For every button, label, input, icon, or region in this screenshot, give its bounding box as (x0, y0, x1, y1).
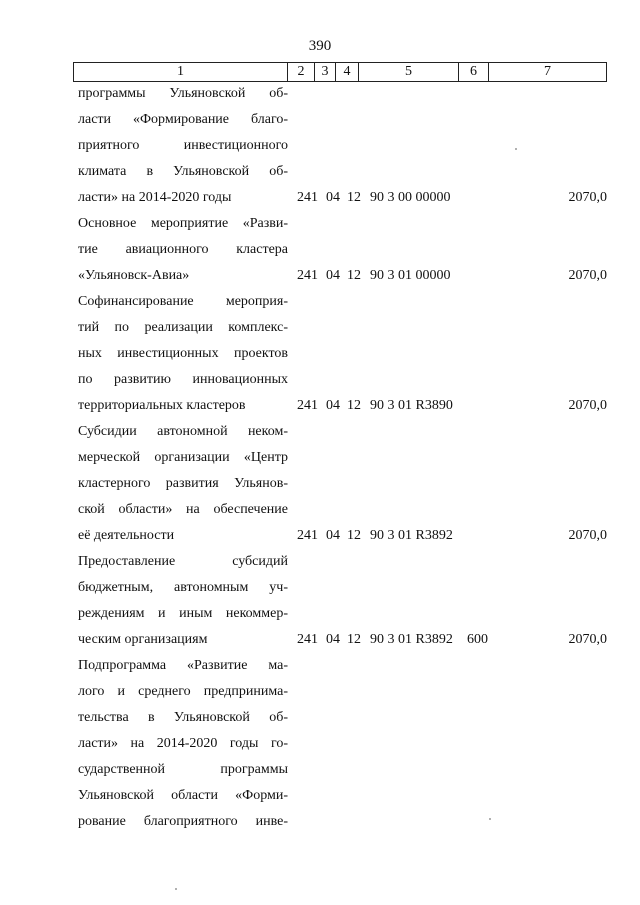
description-line: Подпрограмма «Развитие ма- (78, 658, 288, 673)
cell-col-2: 241 (297, 268, 318, 283)
cell-col-3: 04 (326, 632, 340, 647)
header-col-6: 6 (459, 63, 489, 82)
cell-col-2: 241 (297, 190, 318, 205)
description-line: ных инвестиционных проектов (78, 346, 288, 361)
cell-col-5: 90 3 01 00000 (370, 268, 451, 283)
row-description (78, 289, 288, 419)
description-line: Софинансирование мероприя- (78, 294, 288, 309)
description-line: климата в Ульяновской об- (78, 164, 288, 179)
cell-col-4: 12 (347, 528, 361, 543)
description-line: её деятельности (78, 528, 175, 543)
row-description (78, 419, 288, 549)
description-line: рование благоприятного инве- (78, 814, 288, 829)
cell-col-3: 04 (326, 190, 340, 205)
cell-col-3: 04 (326, 528, 340, 543)
table-row (0, 289, 640, 419)
cell-col-3: 04 (326, 398, 340, 413)
table-row (0, 549, 640, 653)
cell-col-4: 12 (347, 190, 361, 205)
cell-col-7: 2070,0 (568, 632, 607, 647)
cell-col-2: 241 (297, 632, 318, 647)
description-line: тие авиационного кластера (78, 242, 288, 257)
table-row (0, 419, 640, 549)
description-line: Предоставление субсидий (78, 554, 288, 569)
header-col-3: 3 (315, 63, 336, 82)
cell-col-2: 241 (297, 398, 318, 413)
description-line: реждениям и иным некоммер- (78, 606, 288, 621)
description-line: Ульяновской области «Форми- (78, 788, 288, 803)
description-line: кластерного развития Ульянов- (78, 476, 288, 491)
scan-speck (515, 148, 517, 150)
table-row (0, 211, 640, 289)
description-line: бюджетным, автономным уч- (78, 580, 288, 595)
cell-col-7: 2070,0 (568, 528, 607, 543)
description-line: ласти» на 2014-2020 годы (78, 190, 232, 205)
cell-col-4: 12 (347, 268, 361, 283)
row-description (78, 211, 288, 289)
cell-col-7: 2070,0 (568, 190, 607, 205)
table-row (0, 81, 640, 211)
description-line: территориальных кластеров (78, 398, 246, 413)
description-line: приятного инвестиционного (78, 138, 288, 153)
cell-col-6: 600 (467, 632, 488, 647)
description-line: лого и среднего предпринима- (78, 684, 288, 699)
cell-col-7: 2070,0 (568, 268, 607, 283)
page-number: 390 (308, 38, 332, 54)
scan-speck (489, 818, 491, 820)
cell-col-4: 12 (347, 398, 361, 413)
header-col-7: 7 (489, 63, 607, 82)
cell-col-5: 90 3 00 00000 (370, 190, 451, 205)
description-line: ласти» на 2014-2020 годы го- (78, 736, 288, 751)
scan-speck (175, 888, 177, 890)
row-description (78, 549, 288, 653)
description-line: тельства в Ульяновской об- (78, 710, 288, 725)
description-line: ческим организациям (78, 632, 208, 647)
cell-col-5: 90 3 01 R3892 (370, 632, 453, 647)
row-description (78, 653, 288, 835)
cell-col-3: 04 (326, 268, 340, 283)
cell-col-4: 12 (347, 632, 361, 647)
row-description (78, 81, 288, 211)
cell-col-5: 90 3 01 R3892 (370, 528, 453, 543)
description-line: мерческой организации «Центр (78, 450, 288, 465)
description-line: «Ульяновск-Авиа» (78, 268, 190, 283)
header-col-5: 5 (359, 63, 459, 82)
header-col-4: 4 (336, 63, 359, 82)
cell-col-2: 241 (297, 528, 318, 543)
description-line: Субсидии автономной неком- (78, 424, 288, 439)
table-header (73, 62, 607, 82)
header-col-1: 1 (74, 63, 288, 82)
description-line: ской области» на обеспечение (78, 502, 288, 517)
description-line: тий по реализации комплекс- (78, 320, 288, 335)
cell-col-7: 2070,0 (568, 398, 607, 413)
table-row (0, 653, 640, 835)
description-line: сударственной программы (78, 762, 288, 777)
description-line: ласти «Формирование благо- (78, 112, 288, 127)
header-col-2: 2 (288, 63, 315, 82)
description-line: Основное мероприятие «Разви- (78, 216, 288, 231)
cell-col-5: 90 3 01 R3890 (370, 398, 453, 413)
description-line: программы Ульяновской об- (78, 86, 288, 101)
description-line: по развитию инновационных (78, 372, 288, 387)
